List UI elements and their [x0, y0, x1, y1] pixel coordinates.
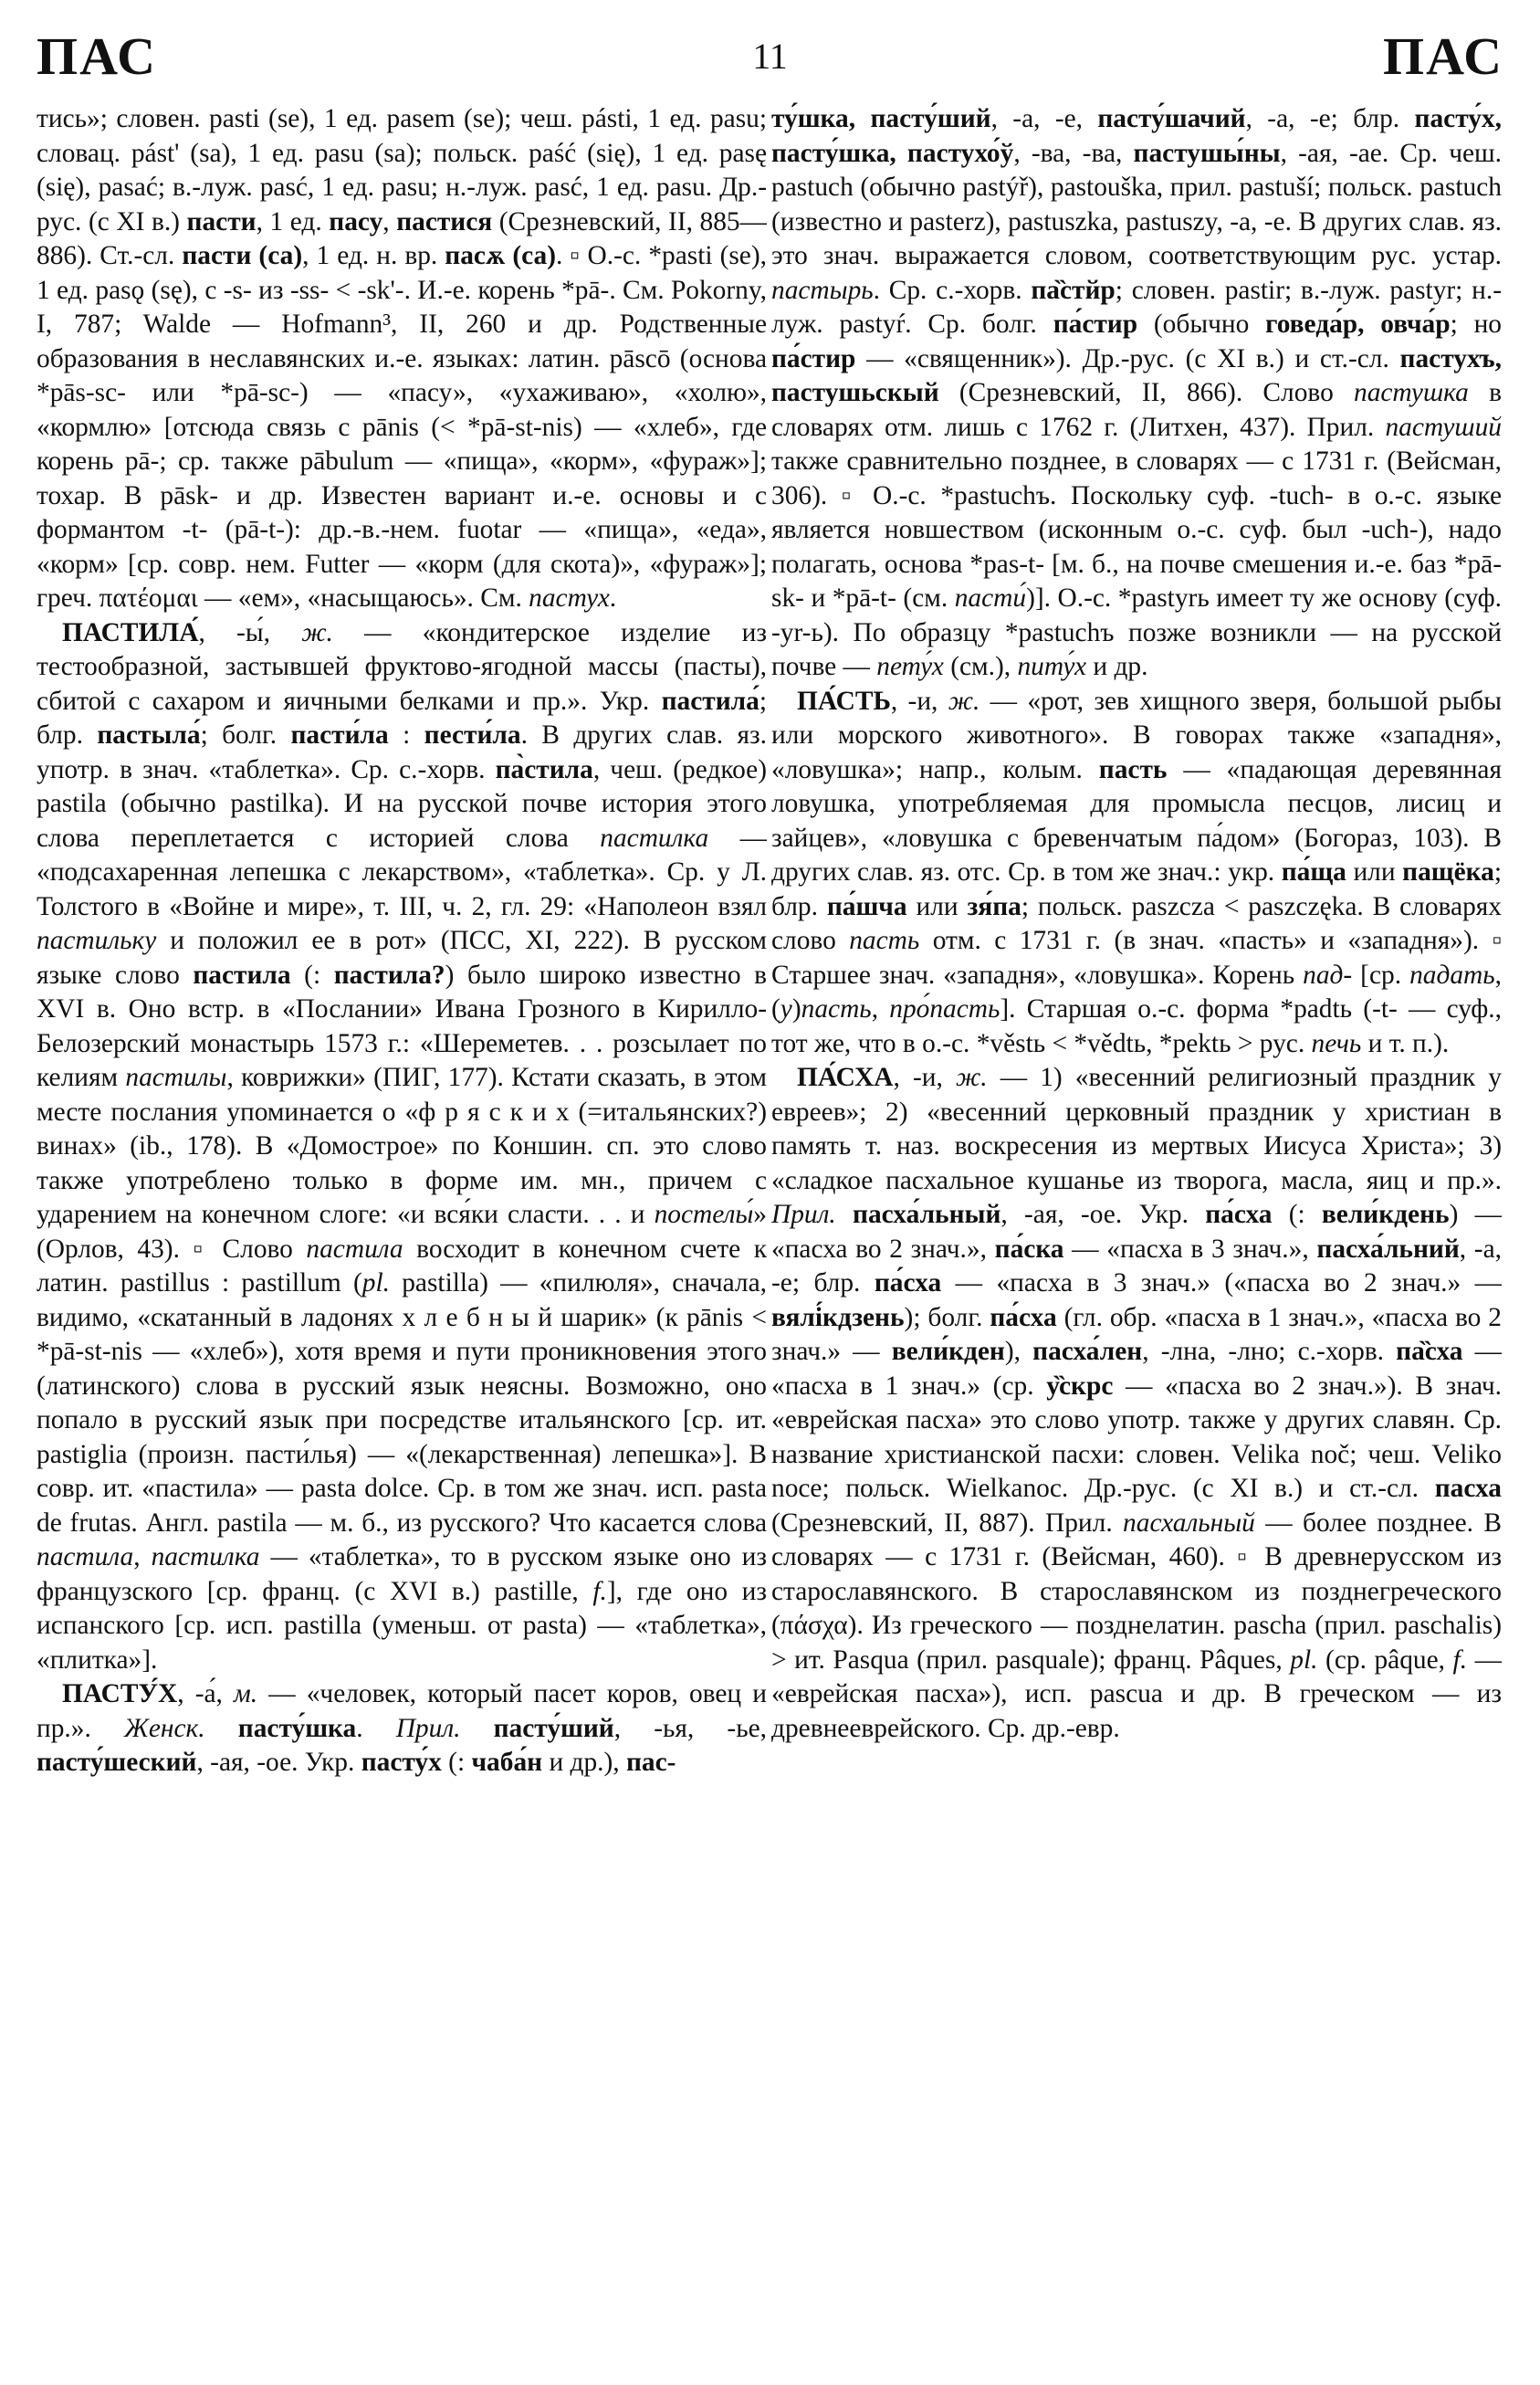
body-text: — «таблетка», то в русском языке оно из французского [ср. франц. (с XVI в.) pastille, — [37, 1542, 767, 1606]
body-text: , — [871, 994, 890, 1024]
italic-text: ж. — [955, 1063, 988, 1092]
headword-text: па́ска — [994, 1234, 1064, 1264]
body-text: (Срезневский, II, 866). Слово — [938, 378, 1354, 407]
italic-text: пастуший — [1385, 412, 1502, 442]
italic-text: пету́х — [876, 652, 944, 681]
body-text: , -ья, -ье, — [613, 1713, 767, 1743]
body-text: тись»; словен. pasti (se), 1 ед. pasem (se); чеш. pásti, 1 ед. pasu; словац. pást' (sa), 1 ед. pasu (sa); польск. paść (się), 1 ед. pasę (się), pasać; в.-луж. pasć, 1 ед. pasu; н.-луж. pasć, 1 ед. pasu. Др.-рус. (с XI в.) — [37, 104, 767, 236]
headword-text: пащёка — [1402, 857, 1494, 887]
body-text: , -ая, -ае. Ср. чеш. pastuch (обычно pastýř), pastouška, прил. pastuší; польск. pastuch (известно и pasterz), pastuszka, pastuszy, -а, -е. В других слав. яз. это знач. выражается словом, соответствующим рус. устар. — [771, 138, 1502, 270]
headword-text: пасту́шеский — [37, 1748, 197, 1777]
body-text: . — [609, 583, 617, 613]
running-head-left: ПАС — [37, 26, 157, 86]
body-text: — «еврейская пасха»), исп. pascua и др. В греческом — из древнееврейского. Ср. др.-евр. — [771, 1644, 1502, 1743]
body-text: ) — [791, 994, 801, 1024]
running-head-right: ПАС — [1383, 26, 1503, 86]
italic-text: пастила — [37, 1542, 134, 1571]
headword-text: зя́па — [967, 891, 1021, 921]
headword-text: пастила? — [333, 960, 445, 990]
headword-text: пасти́ла — [290, 720, 389, 750]
italic-text: Прил. — [395, 1713, 461, 1743]
body-text: , коврижки» (ПИГ, 177). Кстати сказать, в этом месте послания упоминается о «ф р я с к и х (=итальянских?) винах» (ib., 178). В «Домострое» по Коншин. сп. это слово также употреблено только в форме им. мн., причем с ударением на конечном слоге: «и вся́ки сласти. . . и — [37, 1063, 767, 1229]
italic-text: м. — [234, 1679, 258, 1708]
headword-text: па́стир — [771, 343, 856, 373]
headword-text: вели́кден — [891, 1337, 1005, 1366]
headword-text: пасха́лен — [1032, 1337, 1143, 1366]
body-text: (ср. pâque, — [1317, 1644, 1453, 1675]
headword-text: ПАСТИЛА́ — [62, 617, 199, 647]
body-text: (Срезневский, II, 887). Прил. — [771, 1508, 1124, 1538]
headword-text: пасха́льный — [853, 1200, 1001, 1229]
headword-text: говеда́р, овча́р — [1265, 310, 1451, 339]
headword-text: пастися — [396, 206, 493, 236]
body-text — [205, 1714, 238, 1743]
italic-text: пасть — [801, 994, 872, 1024]
body-text: , -ы́, — [198, 617, 302, 647]
body-text: (: — [441, 1748, 472, 1777]
italic-text: пастилка — [151, 1542, 260, 1571]
body-text: , -а, -е; блр. — [771, 1234, 1502, 1298]
body-text: или — [906, 891, 968, 921]
body-text: , -а́, — [177, 1679, 234, 1708]
body-text: — «кондитерское изделие из тестообразной, застывшей фруктово-ягодной массы (пасты), сбитой с сахаром и яичными белками и пр.». Укр. — [37, 617, 767, 716]
body-text: : — [388, 720, 424, 750]
body-text: — «пасха во 2 знач.»). В знач. «еврейская пасха» это слово употр. также у других славян. Ср. название христианской пасхи: словен. Velika noč; чеш. Veliko noce; польск. Wielkanoc. Др.-рус. (с XI в.) и ст.-сл. — [771, 1371, 1502, 1503]
body-text: ; словен. pastir; в.-луж. pastyr; н.-луж. pastyŕ. Ср. болг. — [771, 275, 1502, 339]
body-text: ) — «пасха во 2 знач.», — [771, 1200, 1502, 1264]
body-text: , -и, — [893, 1063, 956, 1092]
body-text: — «пасха в 1 знач.» (ср. — [771, 1337, 1502, 1401]
body-text: также сравнительно позднее, в словарях — с 1731 г. (Вейсман, 306). ▫ О.-с. *pastuchъ. Поскольку суф. -tuch- в о.-с. языке является новшеством (исконным о.-с. суф. был -uch-), надо полагать, основа *pas-t- [м. б., на почве смешения и.-е. баз *pā-sk- и *pā-t- (см. — [771, 447, 1502, 613]
italic-text: pl. — [361, 1268, 391, 1298]
italic-text: пастух — [529, 583, 610, 613]
body-text: (: — [1272, 1200, 1322, 1229]
italic-text: пасти́ — [954, 583, 1027, 613]
headword-text: пасу — [329, 206, 383, 236]
body-text: — «пасха в 3 знач.» («пасха во 2 знач.» — — [941, 1268, 1502, 1298]
italic-text: у — [780, 994, 792, 1024]
italic-text: питу́х — [1017, 652, 1087, 681]
body-text: , -и, — [890, 686, 948, 716]
headword-text: пастила — [193, 960, 291, 990]
headword-text: па́сха — [990, 1302, 1057, 1332]
body-text: и положил ее в рот» (ПСС, XI, 222). В русском языке слово — [37, 926, 767, 990]
body-text: . В других слав. яз. употр. в знач. «таблетка». Ср. с.-хорв. — [37, 720, 767, 784]
body-text: ], где оно из испанского [ср. исп. pastilla (уменьш. от pasta) — «таблетка», «плитка»]. — [37, 1576, 767, 1675]
body-text: ; польск. paszcza < paszczęka. В словарях слово — [771, 891, 1502, 955]
headword-text: па́ща — [1281, 857, 1346, 887]
dictionary-paragraph — [37, 616, 767, 1678]
body-text: (обычно — [1137, 310, 1266, 339]
italic-text: f. — [592, 1576, 607, 1606]
italic-text: пастила — [306, 1234, 403, 1264]
headword-text: пасту́х, пасту́шка, пастухо́ў — [771, 104, 1502, 168]
headword-text: ПА́СХА — [797, 1063, 894, 1092]
headword-text: пас- — [626, 1748, 676, 1777]
headword-text: ПА́СТЬ — [797, 686, 891, 716]
left-column — [37, 102, 767, 2367]
italic-text: пад- — [1303, 960, 1353, 990]
italic-text: пастырь — [771, 275, 874, 305]
body-text: , — [382, 206, 397, 236]
headword-text: па́шча — [826, 891, 907, 921]
body-text: , 1 ед. н. вр. — [302, 241, 445, 270]
headword-text: па́стир — [1053, 310, 1138, 339]
body-text: и др.), — [542, 1748, 626, 1777]
body-text: ; блр. — [771, 857, 1502, 921]
headword-text: пасти — [186, 206, 257, 236]
body-text: восходит в конечном счете к латин. pastillus : pastillum ( — [37, 1234, 767, 1298]
italic-text: ж. — [948, 686, 980, 716]
headword-text: пасту́ший — [493, 1713, 614, 1743]
body-text: (Срезневский, II, 885—886). Ст.-сл. — [37, 206, 767, 270]
headword-text: вялі́кдзень — [771, 1302, 905, 1332]
body-text: , -а, -е, — [990, 104, 1098, 133]
body-text: , — [133, 1542, 152, 1571]
body-text: — «падающая деревянная ловушка, употребляемая для промысла песцов, лисиц и зайцев», «ловушка с бревенчатым па́дом» (Богораз, 103). В других слав. яз. отс. Ср. в том же знач.: укр. — [771, 754, 1502, 887]
italic-text: постелы́ — [654, 1200, 754, 1229]
headword-text: пасть — [1098, 754, 1168, 784]
headword-text: пасха́льний — [1316, 1234, 1460, 1264]
body-text: (: — [290, 960, 334, 990]
body-text: , чеш. (редкое) pastila (обычно pastilka). И на русской почве история этого слова переплетается с историей слова — [37, 754, 767, 853]
body-text: — «пасха в 3 знач.», — [1063, 1234, 1317, 1264]
body-text: . ▫ О.-с. *pasti (se), 1 ед. pasǫ (sę), с -s- из -ss- < -sk'-. И.-е. корень *pā-. См. Pokorny, I, 787; Walde — Hofmann³, II, 260 и др. Родственные образования в неславянских и.-е. языках: латин. pāscō (основа *pās-sc- или *pā-sc-) — «пасу», «ухаживаю», «холю», «кормлю» [отсюда связь с pānis (< *pā-st-nis) — «хлеб», где корень pā-; ср. также pābulum — «пища», «корм», «фураж»]; тохар. B pāsk- и др. Известен вариант и.-е. основы и с формантом -t- (pā-t-): др.-в.-нем. fuotar — «пища», «еда», «корм» [ср. совр. нем. Futter — «корм (для скота)», «фураж»]; греч. πατέομαι — «ем», «насыщаюсь». См. — [37, 241, 767, 613]
body-text: ; болг. — [200, 720, 291, 750]
body-text: , 1 ед. — [256, 206, 330, 236]
page-header — [37, 20, 1503, 93]
headword-text: пастила́ — [661, 686, 760, 716]
headword-text: у̏скрс — [1046, 1371, 1114, 1401]
italic-text: пасхальный — [1123, 1508, 1255, 1538]
italic-text: ж. — [301, 617, 333, 647]
headword-text: па́сха — [1205, 1200, 1273, 1229]
headword-text: пести́ла — [424, 720, 521, 750]
page-number: 11 — [752, 36, 788, 77]
body-text: в словарях отм. лишь с 1762 г. (Литхен, 437). Прил. — [771, 378, 1502, 442]
dictionary-paragraph — [771, 1061, 1502, 1746]
body-text: , -ва, -ва, — [1013, 138, 1134, 168]
body-text: ) было широко известно в XVI в. Оно встр. в «Послании» Ивана Грозного в Кирилло-Белозерский монастырь 1573 г.: «Шереметев. . . розсылает по келиям — [37, 960, 767, 1092]
italic-text: Прил. — [771, 1200, 836, 1229]
body-text: . Ср. с.-хорв. — [873, 275, 1032, 305]
headword-text: пастыла́ — [97, 720, 201, 750]
headword-text: пастушы́ны — [1133, 138, 1281, 168]
dictionary-paragraph — [37, 1677, 767, 1781]
italic-text: печь — [1311, 1028, 1362, 1058]
body-text: — «подсахаренная лепешка с лекарством», «таблетка». Ср. у Л. Толстого в «Войне и мире», т. III, ч. 2, гл. 29: «Наполеон взял — [37, 823, 767, 921]
body-text: — «рот, зев хищного зверя, большой рыбы или морского животного». В говорах также «западня», «ловушка»; напр., колым. — [771, 686, 1502, 784]
body-text: отм. с 1731 г. (в знач. «пасть» и «западня»). ▫ Старшее знач. «западня», «ловушка». Корень — [771, 926, 1502, 990]
body-text: и др. — [1086, 652, 1148, 681]
headword-text: пасѫ (са) — [445, 241, 556, 270]
body-text: (гл. обр. «пасха в 1 знач.», «пасха во 2 знач.» — — [771, 1302, 1502, 1366]
body-text: )]. О.-с. *pastyrь имеет ту же основу (суф. -yr-ь). По образцу *pastuchъ позже возникли — на русской почве — — [771, 583, 1502, 681]
body-text: ); болг. — [904, 1302, 990, 1332]
italic-text: pl. — [1290, 1644, 1318, 1675]
headword-text: вели́кдень — [1321, 1200, 1450, 1229]
headword-text: пасту́шка — [237, 1713, 357, 1743]
headword-text: па̏сха — [1396, 1337, 1463, 1366]
italic-text: про́пасть — [889, 994, 1000, 1024]
headword-text: пасту́х — [361, 1748, 442, 1777]
headword-text: пасту́шачий — [1097, 104, 1246, 133]
italic-text: пастушка — [1354, 378, 1469, 407]
italic-text: пастильку — [37, 926, 157, 955]
headword-text: ту́шка, пасту́ший — [771, 104, 991, 133]
italic-text: пасть — [849, 926, 920, 955]
dictionary-paragraph — [37, 102, 767, 616]
italic-text: пастилы — [125, 1063, 227, 1092]
body-text: . — [356, 1713, 396, 1743]
body-text: , -ая, -ое. Укр. — [196, 1748, 361, 1777]
body-text — [460, 1714, 493, 1743]
body-text: — более позднее. В словарях — с 1731 г. (Вейсман, 460). ▫ В древнерусском из старославянского. В старославянском из позднегреческого (πάσχα). Из греческого — позднелатин. pascha (прил. paschalis) > ит. Pasqua (прил. pasquale); франц. Pâques, — [771, 1508, 1502, 1675]
headword-text: пасти (са) — [182, 241, 303, 270]
body-text: ; блр. — [37, 686, 767, 750]
body-text: или — [1346, 857, 1403, 887]
headword-text: пасха — [1434, 1474, 1502, 1503]
body-text: ; но — [1450, 310, 1502, 339]
body-text: , -а, -е; блр. — [1245, 104, 1415, 133]
italic-text: падать — [1409, 960, 1495, 990]
italic-text: f. — [1452, 1644, 1468, 1675]
dictionary-paragraph — [771, 102, 1502, 685]
headword-text: пастухъ, пастушьскый — [771, 343, 1502, 407]
headword-text: па̏стйр — [1031, 275, 1116, 305]
headword-text: ПАСТУ́Х — [62, 1679, 178, 1708]
body-text: — «священник»). Др.-рус. (с XI в.) и ст.-сл. — [855, 343, 1400, 373]
body-text: ), — [1004, 1337, 1033, 1366]
right-column — [771, 102, 1502, 2367]
body-text: — «человек, который пасет коров, овец и пр.». — [37, 1679, 767, 1743]
body-text: , -ая, -ое. Укр. — [1000, 1200, 1206, 1229]
body-text: и т. п.). — [1361, 1028, 1450, 1058]
body-text: — 1) «весенний религиозный праздник у евреев»; 2) «весенний церковный праздник у христиан в память т. наз. воскресения из мертвых Иисуса Христа»; 3) «сладкое пасхальное кушанье из творога, масла, яиц и пр.». — [771, 1063, 1502, 1195]
body-text: , ( — [771, 960, 1502, 1024]
body-text: » (Орлов, 43). ▫ Слово — [37, 1200, 767, 1264]
body-text: pastilla) — «пилюля», сначала, видимо, «скатанный в ладонях х л е б н ы й шарик» (к pānis < *pā-st-nis — «хлеб»), хотя время и пути проникновения этого (латинского) слова в русский язык неясны. Возможно, оно попало в русский язык при посредстве итальянского [ср. ит. pastiglia (произн. пасти́лья) — «(лекарственная) лепешка»]. В совр. ит. «пастила» — pasta dolce. Ср. в том же знач. исп. pasta de frutas. Англ. pastila — м. б., из русского? Что касается слова — [37, 1268, 767, 1538]
body-text: [ср. — [1352, 960, 1410, 990]
body-text: ]. Старшая о.-с. форма *padtь (-t- — суф., тот же, что в о.-с. *věstь < *vědtь, *pektь > рус. — [771, 994, 1502, 1058]
headword-text: па́сха — [874, 1268, 942, 1298]
italic-text: Женск. — [123, 1713, 205, 1743]
body-text: , -лна, -лно; с.-хорв. — [1142, 1337, 1397, 1366]
italic-text: пастилка — [600, 823, 709, 853]
headword-text: па̀стила — [495, 754, 593, 784]
body-text — [836, 1200, 853, 1229]
dictionary-paragraph — [771, 685, 1502, 1062]
headword-text: чаба́н — [471, 1748, 543, 1777]
body-text: (см.), — [943, 652, 1018, 681]
